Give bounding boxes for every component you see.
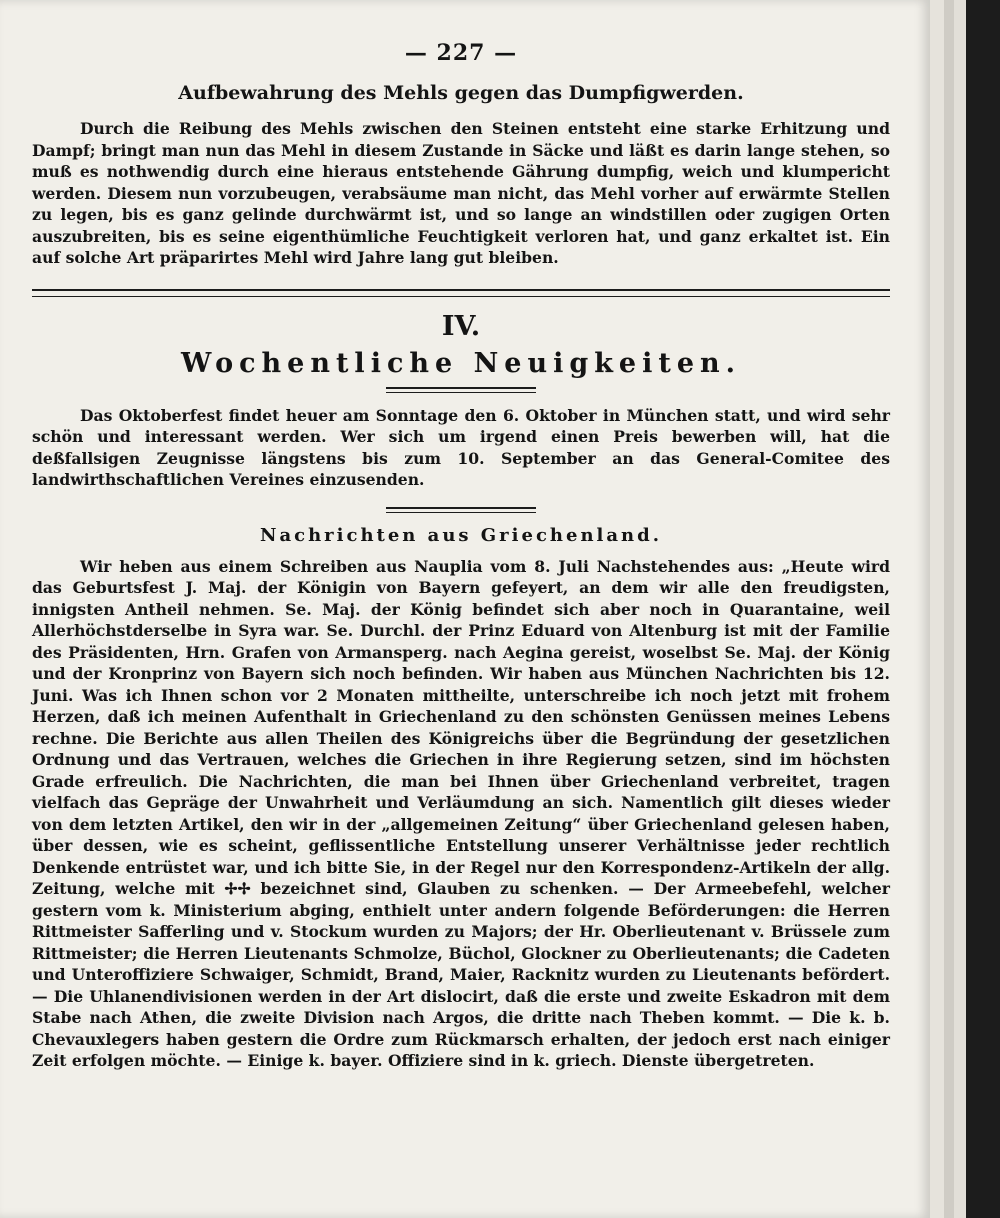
section-divider — [32, 289, 890, 297]
article-divider — [386, 507, 536, 513]
article-title-flour: Aufbewahrung des Mehls gegen das Dumpfigwerden. — [178, 82, 744, 104]
page-number: — 227 — — [404, 40, 518, 66]
title-underline — [386, 387, 536, 393]
page-edge — [944, 0, 954, 1218]
article-body-greece: Wir heben aus einem Schreiben aus Nauplia vom 8. Juli Nachstehendes aus: „Heute wird das Geburtsfest J. Maj. der Königin von Bayern gefeyert, an dem wir alle den freudigsten, innigsten Antheil nehmen. Se. Maj. der König befindet sich aber noch in Quarantaine, weil Allerhöchstderselbe in Syra war. Se. Durchl. der Prinz Eduard von Altenburg ist mit der Familie des Präsidenten, Hrn. Grafen von Armansperg. nach Aegina gereist, woselbst Se. Maj. der König und der Kronprinz von Bayern sich noch befinden. Wir haben aus München Nachrichten bis 12. Juni. Was ich Ihnen schon vor 2 Monaten mittheilte, unterschreibe ich noch jetzt mit frohem Herzen, daß ich meinen Aufenthalt in Griechenland zu den schönsten Genüssen meines Lebens rechne. Die Berichte aus allen Theilen des Königreichs über die Begründung der gesetzlichen Ordnung und das Vertrauen, welches die Griechen in ihre Regierung setzen, sind im höchsten Grade erfreulich. Die Nachrichten, die man bei Ihnen über Griechenland verbreitet, tragen vielfach das Gepräge der Unwahrheit und Verläumdung an sich. Namentlich gilt dieses wieder von dem letzten Artikel, den wir in der „allgemeinen Zeitung“ über Griechenland gelesen haben, über dessen, wie es scheint, geflissentliche Entstellung unserer Verhältnisse jeder rechtlich Denkende entrüstet war, und ich bitte Sie, in der Regel nur den Korrespondenz-Artikeln der allg. Zeitung, welche mit ✢✢ bezeichnet sind, Glauben zu schenken. — Der Armeebefehl, welcher gestern vom k. Ministerium abging, enthielt unter andern folgende Beförderungen: die Herren Rittmeister Safferling und v. Stockum wurden zu Majors; der Hr. Oberlieutenant v. Brüssele zum Rittmeister; die Herren Lieutenants Schmolze, Büchol, Glockner zu Oberlieutenants; die Cadeten und Unteroffiziere Schwaiger, Schmidt, Brand, Maier, Racknitz wurden zu Lieutenants befördert. — Die Uhlanendivisionen werden in der Art dislocirt, daß die erste und zweite Eskadron mit dem Stabe nach Athen, die zweite Division nach Argos, die dritte nach Theben kommt. — Die k. b. Chevauxlegers haben gestern die Ordre zum Rückmarsch erhalten, der jedoch erst nach einiger Zeit erfolgen möchte. — Einige k. bayer. Offiziere sind in k. griech. Dienste übergetreten. — [32, 556, 890, 1070]
page-edge — [954, 0, 966, 1218]
article-body-oktoberfest: Das Oktoberfest findet heuer am Sonntage den 6. Oktober in München statt, und wird sehr schön und interessant werden. Wer sich um irgend einen Preis bewerben will, hat die deßfallsigen Zeugnisse längstens bis zum 10. September an das General-Comitee des landwirthschaftlichen Vereines einzusenden. — [32, 405, 890, 489]
book-spine-shadow — [966, 0, 1000, 1218]
section-title-news: Wochentliche Neuigkeiten. — [180, 347, 742, 379]
article-title-greece: Nachrichten aus Griechenland. — [260, 524, 662, 546]
page-edge — [930, 0, 944, 1218]
page-content — [32, 40, 890, 1072]
section-numeral: IV. — [441, 310, 481, 342]
article-body-flour: Durch die Reibung des Mehls zwischen den Steinen entsteht eine starke Erhitzung und Dampf; bringt man nun das Mehl in diesem Zustande in Säcke und läßt es darin lange stehen, so muß es nothwendig durch eine hieraus entstehende Gährung dumpfig, weich und klumpericht werden. Diesem nun vorzubeugen, verabsäume man nicht, das Mehl vorher auf erwärmte Stellen zu legen, bis es ganz gelinde durchwärmt ist, und so lange an windstillen oder zugigen Orten auszubreiten, bis es seine eigenthümliche Feuchtigkeit verloren hat, und ganz erkaltet ist. Ein auf solche Art präparirtes Mehl wird Jahre lang gut bleiben. — [32, 119, 890, 267]
